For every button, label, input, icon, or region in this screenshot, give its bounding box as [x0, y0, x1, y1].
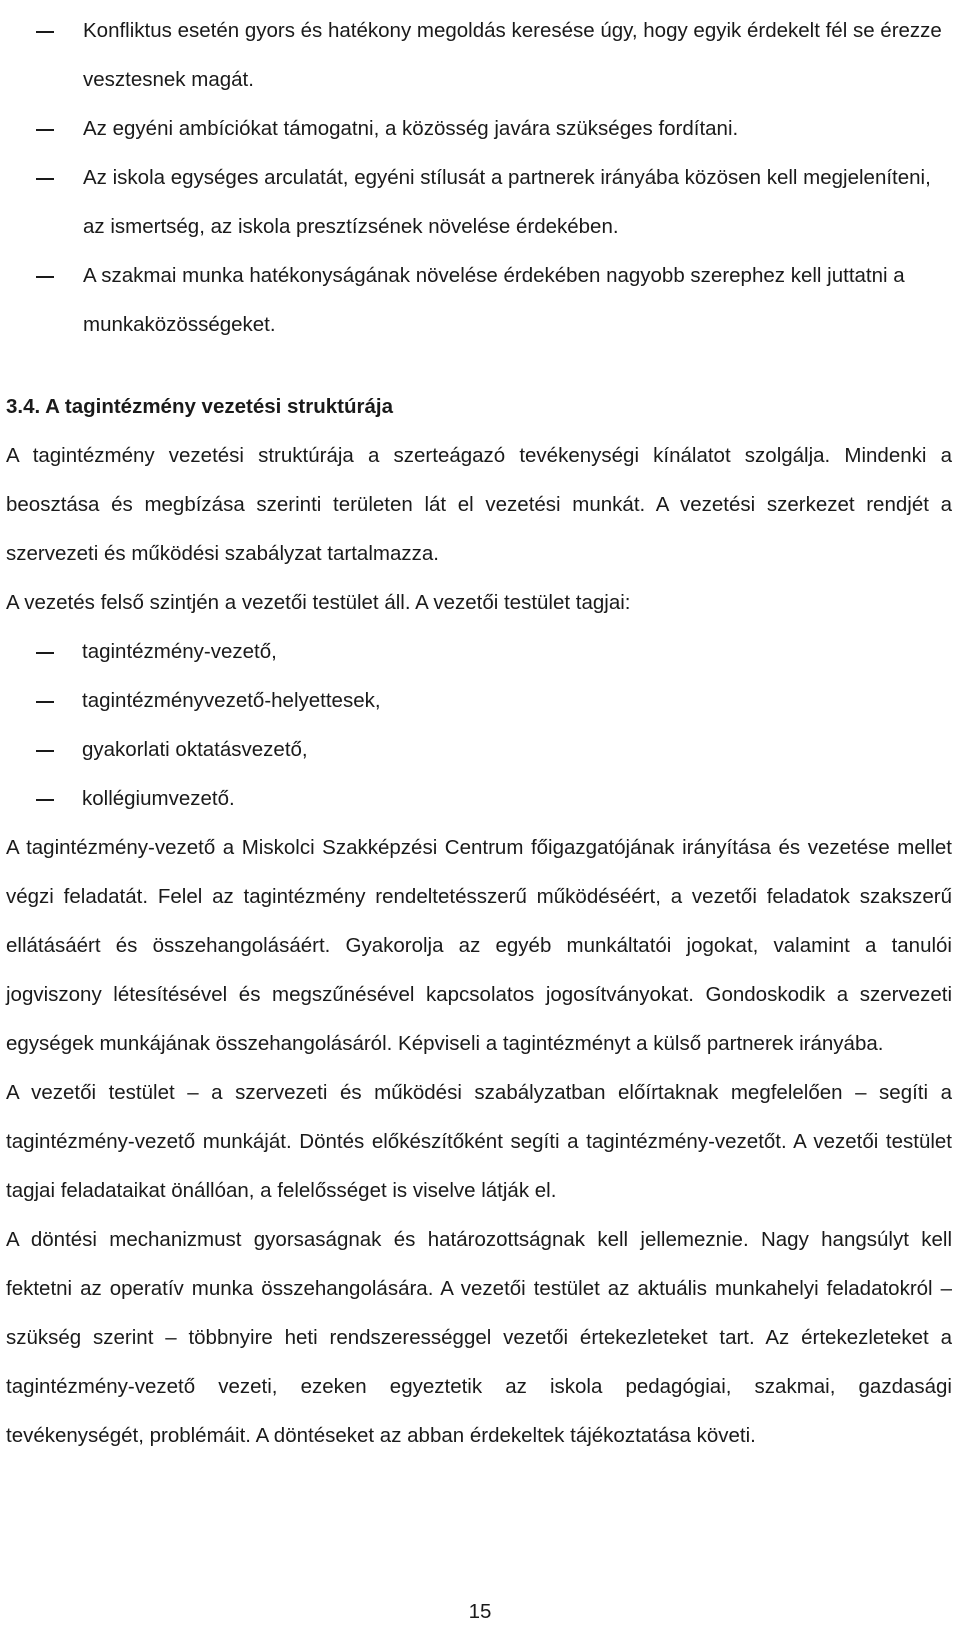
list-item-text: Konfliktus esetén gyors és hatékony megoldás keresése úgy, hogy egyik érdekelt fél se érezze vesztesnek magát. [83, 19, 942, 91]
board-paragraph: A vezetői testület – a szervezeti és működési szabályzatban előírtaknak megfelelően – segíti a tagintézmény-vezető munkáját. Döntés előkészítőként segíti a tagintézmény-vezetőt. A vezetői testület tagjai feladataikat önállóan, a felelősséget is viselve látják el. [6, 1081, 952, 1202]
goals-bullet-list [6, 6, 952, 349]
page-content [6, 0, 952, 1460]
list-item-text: kollégiumvezető. [82, 787, 235, 810]
leadership-members-list [6, 627, 952, 823]
list-item [6, 627, 952, 676]
list-item-text: Az egyéni ambíciókat támogatni, a közösség javára szükséges fordítani. [83, 117, 739, 140]
section-heading: 3.4. A tagintézmény vezetési struktúrája [6, 395, 393, 418]
list-item [6, 153, 952, 251]
dash-bullet-icon [36, 799, 54, 801]
intro-paragraph: A tagintézmény vezetési struktúrája a szerteágazó tevékenységi kínálatot szolgálja. Mindenki a beosztása és megbízása szerinti területen lát el vezetési munkát. A vezetési szerkezet rendjét a szervezeti és működési szabályzat tartalmazza. [6, 444, 952, 565]
list-item-text: gyakorlati oktatásvezető, [82, 738, 308, 761]
list-item-text: tagintézményvezető-helyettesek, [82, 689, 381, 712]
list-item [6, 725, 952, 774]
list-item-text: A szakmai munka hatékonyságának növelése érdekében nagyobb szerephez kell juttatni a munkaközösségeket. [83, 264, 905, 336]
page-number: 15 [468, 1600, 492, 1623]
dash-bullet-icon [36, 750, 54, 752]
list-item [6, 104, 952, 153]
dash-bullet-icon [36, 31, 54, 33]
leadership-intro-paragraph: A vezetés felső szintjén a vezetői testület áll. A vezetői testület tagjai: [6, 591, 631, 614]
head-responsibilities-paragraph: A tagintézmény-vezető a Miskolci Szakképzési Centrum főigazgatójának irányítása és vezetése mellet végzi feladatát. Felel az tagintézmény rendeltetésszerű működéséért, a vezetői feladatok szakszerű ellátásáért és összehangolásáért. Gyakorolja az egyéb munkáltatói jogokat, valamint a tanulói jogviszony létesítésével és megszűnésével kapcsolatos jogosítványokat. Gondoskodik a szervezeti egységek munkájának összehangolásáról. Képviseli a tagintézményt a külső partnerek irányába. [6, 836, 952, 1055]
dash-bullet-icon [36, 129, 54, 131]
list-item [6, 676, 952, 725]
list-item [6, 6, 952, 104]
decision-mechanism-paragraph: A döntési mechanizmust gyorsaságnak és határozottságnak kell jellemeznie. Nagy hangsúlyt kell fektetni az operatív munka összehangolására. A vezetői testület az aktuális munkahelyi feladatokról – szükség szerint – többnyire heti rendszerességgel vezetői értekezleteket tart. Az értekezleteket a tagintézmény-vezető vezeti, ezeken egyeztetik az iskola pedagógiai, szakmai, gazdasági tevékenységét, problémáit. A döntéseket az abban érdekeltek tájékoztatása követi. [6, 1228, 952, 1447]
dash-bullet-icon [36, 701, 54, 703]
list-item [6, 251, 952, 349]
list-item-text: tagintézmény-vezető, [82, 640, 277, 663]
list-item [6, 774, 952, 823]
dash-bullet-icon [36, 276, 54, 278]
list-item-text: Az iskola egységes arculatát, egyéni stílusát a partnerek irányába közösen kell megjeleníteni, az ismertség, az iskola presztízsének növelése érdekében. [83, 166, 931, 238]
dash-bullet-icon [36, 178, 54, 180]
dash-bullet-icon [36, 652, 54, 654]
